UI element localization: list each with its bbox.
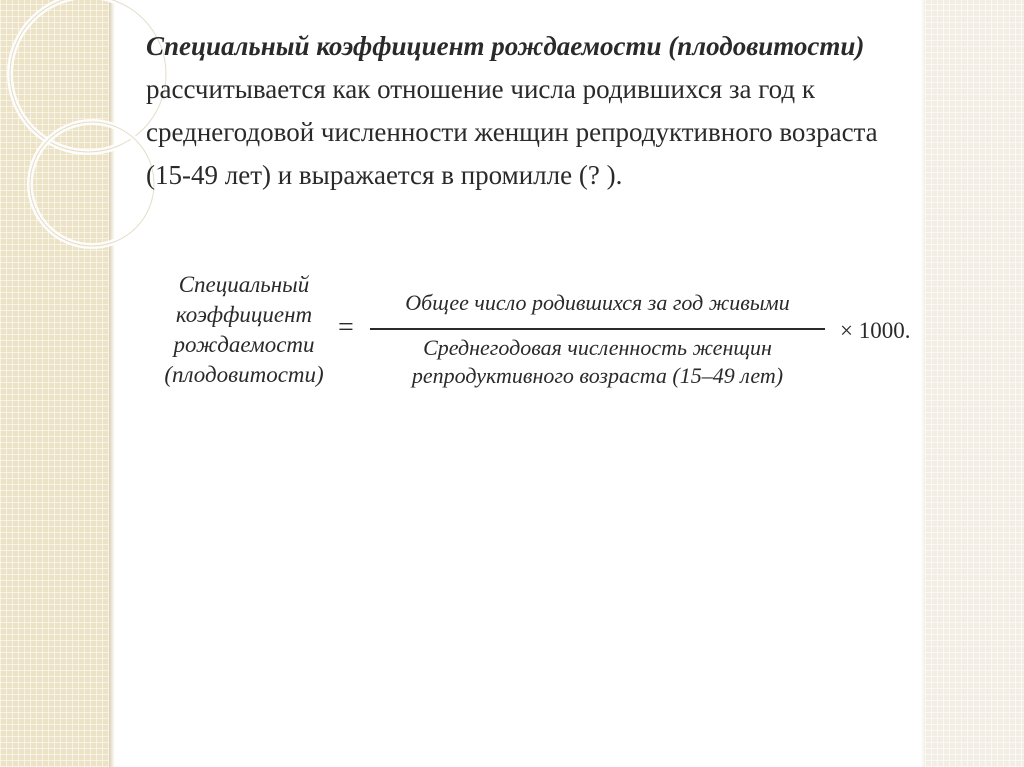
definition-body: рассчитывается как отношение числа родившихся за год к среднегодовой численности женщин репродуктивного возраста (15-49 лет) и выражается в промилле (? ).: [146, 74, 878, 190]
small-ring: [30, 122, 154, 246]
formula-lhs-line: коэффициент: [175, 302, 313, 327]
formula-lhs: [154, 270, 334, 390]
equals-sign: =: [338, 312, 354, 343]
formula-block: [150, 270, 940, 400]
definition-term: Специальный коэффициент рождаемости (плодовитости): [146, 31, 865, 61]
formula-denominator-line: репродуктивного возраста (15–49 лет): [411, 363, 784, 388]
formula-lhs-line: (плодовитости): [164, 362, 324, 387]
formula-lhs-line: Специальный: [178, 272, 310, 297]
fraction-bar: [370, 328, 825, 330]
formula-denominator: [370, 334, 825, 390]
formula-lhs-line: рождаемости: [173, 332, 315, 357]
large-ring-outline: [10, 0, 166, 152]
formula-numerator: Общее число родившихся за год живыми: [405, 290, 790, 315]
formula-denominator-line: Среднегодовая численность женщин: [423, 335, 772, 360]
definition-paragraph: [146, 25, 906, 197]
multiplier: × 1000.: [840, 318, 911, 343]
